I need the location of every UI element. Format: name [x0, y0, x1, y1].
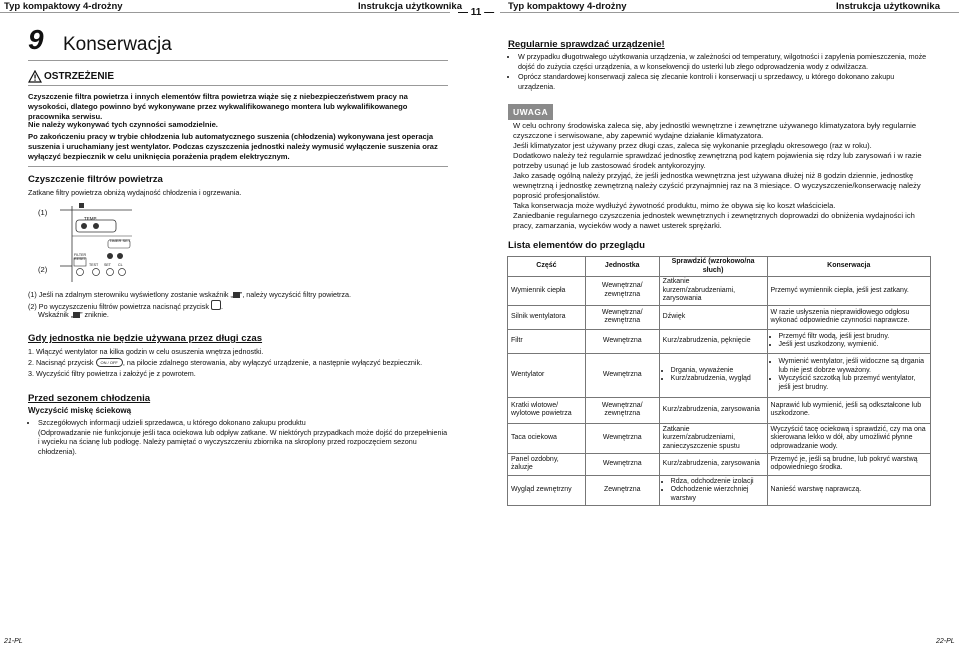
table-row — [508, 423, 931, 453]
header-right-title: Typ kompaktowy 4-drożny — [508, 1, 627, 12]
cell-unit: Zewnętrzna — [585, 475, 659, 505]
cell-unit: Wewnętrzna/ zewnętrzna — [585, 397, 659, 423]
checklist-table — [507, 256, 931, 506]
filter-indicator-icon — [233, 292, 240, 298]
cell-maint: • Przemyć filtr wodą, jeśli jest brudny. • Jeśli jest uszkodzony, wymienić. — [767, 329, 930, 353]
footer-right-page: 22-PL — [936, 638, 955, 645]
warning-paragraph-2: Nie należy wykonywać tych czynności samodzielnie. — [28, 120, 218, 129]
filters-heading: Czyszczenie filtrów powietrza — [28, 174, 163, 185]
table-row — [508, 453, 931, 475]
cell-check: • Rdza, odchodzenie izolacji • Odchodzenie wierzchniej warstwy — [659, 475, 767, 505]
col-header-maint: Konserwacja — [767, 257, 930, 277]
ctl-test-label: TEST — [89, 263, 99, 267]
cell-check: Zatkanie kurzem/zabrudzeniami, zarysowania — [659, 277, 767, 306]
cell-check: Kurz/zabrudzenia, pęknięcie — [659, 329, 767, 353]
label-1: (1) — [38, 208, 48, 217]
checklist-heading: Lista elementów do przeglądu — [508, 240, 645, 251]
unused-step-1: 1. Włączyć wentylator na kilka godzin w celu osuszenia wnętrza jednostki. — [28, 347, 264, 356]
table-row — [508, 475, 931, 505]
col-header-unit: Jednostka — [585, 257, 659, 277]
cell-check: Zatkanie kurzem/zabrudzeniami, zanieczyszczenie spustu — [659, 423, 767, 453]
col-header-part: Część — [508, 257, 586, 277]
label-2: (2) — [38, 265, 48, 274]
uwaga-label: UWAGA — [508, 104, 553, 120]
cell-maint: Nanieść warstwę naprawczą. — [767, 475, 930, 505]
table-row — [508, 277, 931, 306]
season-heading: Przed sezonem chłodzenia — [28, 393, 151, 404]
ctl-set-label: SET — [104, 263, 111, 267]
filters-step-2: (2) Po wyczyszczeniu filtrów powietrza nacisnąć przycisk . — [28, 302, 223, 311]
cell-part: Wymiennik ciepła — [508, 277, 586, 306]
filters-step-2-note: Wskaźnik „ ” zniknie. — [38, 310, 109, 319]
ctl-temp-label: TEMP. — [84, 216, 98, 221]
ctl-timer-label: TIMER SET — [109, 238, 131, 243]
cell-part: Panel ozdobny, żaluzje — [508, 453, 586, 475]
uwaga-paragraph-2: Jeśli klimatyzator jest używany przez długi czas, zaleca się wykonanie przeglądu okresowego (raz w roku). — [513, 141, 872, 150]
table-row — [508, 397, 931, 423]
unused-step-2: 2. Nacisnąć przycisk ON / OFF , na pilocie zdalnego sterowania, aby wyłączyć urządzenie, a następnie wyłączyć bezpiecznik. — [28, 358, 423, 367]
cell-maint: Naprawić lub wymienić, jeśli są odkształcone lub uszkodzone. — [767, 397, 930, 423]
table-row — [508, 353, 931, 397]
cell-part: Wygląd zewnętrzny — [508, 475, 586, 505]
cell-unit: Wewnętrzna — [585, 423, 659, 453]
cell-part: Taca ociekowa — [508, 423, 586, 453]
regular-bullet-1: • W przypadku długotrwałego użytkowania urządzenia, w zależności od temperatury, wilgotności i zapylenia pomieszczenia, może dojść do zużycia części urządzenia, a w konsekwencji do usterki lub złego odprowadzenia wody z odwilżacza. — [518, 52, 928, 71]
uwaga-paragraph-4: Jako zasadę ogólną należy przyjąć, że jeśli jednostka wewnętrzna jest używana dłużej niż 8 godzin dziennie, jednostkę wewnętrzną i jednostkę zewnętrzną należy czyścić przynajmniej raz na 3 miesiące. O wyczyszczenie/konserwację należy poprosić profesjonalistów. — [513, 171, 921, 200]
cell-check: • Drgania, wyważenie • Kurz/zabrudzenia, wygląd — [659, 353, 767, 397]
cell-check: Kurz/zabrudzenia, zarysowania — [659, 453, 767, 475]
uwaga-paragraph-5: Taka konserwacja może wydłużyć żywotność produktu, mimo że obywa się ko koszt właściciela. — [513, 201, 836, 210]
chapter-rule — [28, 60, 448, 61]
cell-check: Kurz/zabrudzenia, zarysowania — [659, 397, 767, 423]
cell-part: Silnik wentylatora — [508, 305, 586, 329]
header-right-manual: Instrukcja użytkownika — [836, 1, 941, 12]
filters-intro: Zatkane filtry powietrza obniżą wydajność chłodzenia i ogrzewania. — [28, 188, 242, 197]
table-row — [508, 329, 931, 353]
cell-part: Filtr — [508, 329, 586, 353]
header-right-rule — [500, 12, 959, 13]
uwaga-paragraph-1: W celu ochrony środowiska zaleca się, aby jednostki wewnętrzne i zewnętrzne używanego klimatyzatora były regularnie czyszczone i serwisowane, aby zapewnić wydajne działanie klimatyzatora. — [513, 121, 917, 140]
unused-step-3: 3. Wyczyścić filtry powietrza i założyć je z powrotem. — [28, 369, 196, 378]
warning-paragraph-3: Po zakończeniu pracy w trybie chłodzenia lub automatycznego suszenia (chłodzenia) wykonywana jest operacja suszenia i uruchamiany jest wentylator. Podczas czyszczenia jednostki należy wymusić wyłączenie suszenia oraz wyłączyć bezpiecznik w celu uniknięcia porażenia prądem elektrycznym. — [28, 132, 438, 161]
uwaga-paragraph-6: Zaniedbanie regularnego czyszczenia jednostek wewnętrznych i zewnętrznych doprowadzi do obniżenia wydajności ich pracy, zamarzania, wycieków wody a nawet usterek sprężarki. — [513, 211, 915, 230]
uwaga-paragraph-3: Dodatkowo należy też regularnie sprawdzać jednostkę zewnętrzną pod kątem pojawienia się rdzy lub zarysowań i w razie potrzeby usunąć je lub zastosować środek antykorozyjny. — [513, 151, 922, 170]
warning-paragraph-1: Czyszczenie filtra powietrza i innych elementów filtra powietrza wiąże się z niebezpieczeństwem pracy na wysokości, dlatego powinno być wykonywane przez wykwalifikowanego montera lub wykwalifikowanego pracownika serwisu. — [28, 92, 408, 121]
warning-rule — [28, 85, 448, 86]
cell-maint: Przemyć wymiennik ciepła, jeśli jest zatkany. — [767, 277, 930, 306]
cell-unit: Wewnętrzna/ zewnętrzna — [585, 305, 659, 329]
chapter-title: Konserwacja — [63, 34, 172, 55]
warning-triangle-icon — [28, 70, 42, 83]
chapter-number: 9 — [28, 24, 44, 55]
cell-unit: Wewnętrzna/ zewnętrzna — [585, 277, 659, 306]
uwaga-body — [513, 121, 933, 231]
cell-maint: • Wymienić wentylator, jeśli widoczne są drgania lub nie jest dobrze wyważony. • Wyczyścić szczotką lub przemyć wentylator, jeśli jest brudny. — [767, 353, 930, 397]
cell-unit: Wewnętrzna — [585, 353, 659, 397]
on-off-button: ON / OFF — [96, 358, 123, 367]
season-subheading: Wyczyścić miskę ściekową — [28, 406, 132, 415]
warning-bottom-rule — [28, 166, 448, 167]
filter-reset-button-icon — [211, 300, 221, 310]
cell-unit: Wewnętrzna — [585, 453, 659, 475]
regular-heading: Regularnie sprawdzać urządzenie! — [508, 39, 665, 50]
ctl-filter-label: FILTER RESET — [74, 253, 87, 261]
header-left-manual: Instrukcja użytkownika — [358, 1, 463, 12]
cell-check: Dźwięk — [659, 305, 767, 329]
page-number: — 11 — — [458, 7, 495, 18]
regular-bullets — [508, 52, 928, 92]
ctl-cl-label: CL — [118, 263, 123, 267]
cell-part: Kratki wlotowe/ wylotowe powietrza — [508, 397, 586, 423]
season-bullet-1: • Szczegółowych informacji udzieli sprzedawca, u którego dokonano zakupu produktu (Odprowadzanie nie funkcjonuje jeśli taca ociekowa lub odpływ zatkane. W niektórych przypadkach może dojść do przepełnienia i wycieku na ścianę lub podłogę. Należy pamiętać o wyczyszczeniu zbiornika na skroplony przed rozpoczęciem sezonu chłodzenia). — [38, 418, 448, 456]
cell-maint: Wyczyścić tacę ociekową i sprawdzić, czy ma ona skierowana lekko w dół, aby umożliwić płynne odprowadzanie wody. — [767, 423, 930, 453]
unused-heading: Gdy jednostka nie będzie używana przez długi czas — [28, 333, 263, 344]
checklist-header-row — [508, 257, 931, 277]
season-bullets — [28, 418, 448, 457]
cell-unit: Wewnętrzna — [585, 329, 659, 353]
cell-maint: Przemyć je, jeśli są brudne, lub pokryć warstwą odpowiedniego środka. — [767, 453, 930, 475]
header-left-title: Typ kompaktowy 4-drożny — [4, 1, 123, 12]
header-left-rule — [0, 12, 450, 13]
warning-title: OSTRZEŻENIE — [44, 71, 115, 82]
col-header-check: Sprawdzić (wzrokowo/na słuch) — [659, 257, 767, 277]
cell-maint: W razie usłyszenia nieprawidłowego odgłosu wykonać odpowiednie czynności naprawcze. — [767, 305, 930, 329]
filters-step-1: (1) Jeśli na zdalnym sterowniku wyświetlony zostanie wskaźnik „ ”, należy wyczyścić filtry powietrza. — [28, 290, 351, 299]
footer-left-page: 21-PL — [4, 638, 23, 645]
warning-heading — [28, 70, 114, 83]
regular-bullet-2: • Oprócz standardowej konserwacji zaleca się zlecanie kontroli i konserwacji u sprzedawcy, u którego dokonano zakupu urządzenia. — [518, 72, 928, 91]
table-row — [508, 305, 931, 329]
cell-part: Wentylator — [508, 353, 586, 397]
